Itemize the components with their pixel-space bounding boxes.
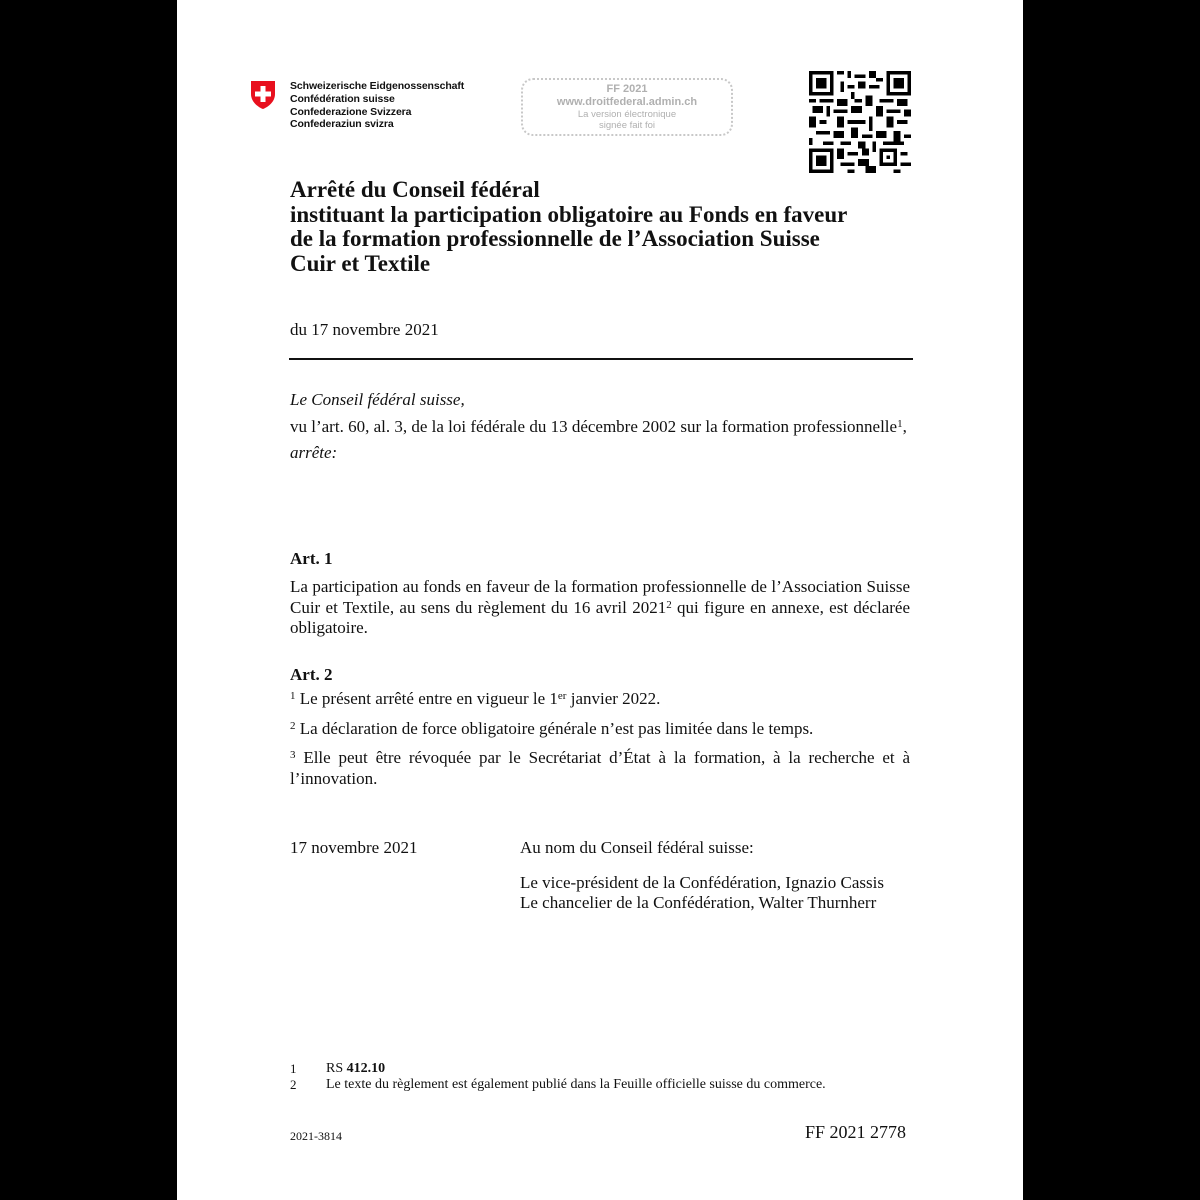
preamble bbox=[290, 390, 910, 464]
article-2-paragraph-3: $^3$ Elle peut être révoquée par le Secrétariat d’État à la formation, à la recherche et à l’innovation. bbox=[290, 748, 910, 788]
signatory-vice-president: Le vice-président de la Confédération, Ignazio Cassis bbox=[520, 872, 884, 892]
confederation-name-fr: Confédération suisse bbox=[290, 92, 395, 105]
federal-gazette-reference: FF 2021 2778 bbox=[805, 1122, 907, 1142]
footnote-ref-1[interactable]: 1 bbox=[897, 417, 903, 430]
stamp-note-2: signée fait foi bbox=[599, 120, 655, 131]
preamble-authority: Le Conseil fédéral suisse, bbox=[290, 390, 465, 409]
signature-block bbox=[520, 838, 920, 914]
title-divider bbox=[289, 358, 913, 360]
article-1-text: La participation au fonds en faveur de la formation professionnelle de l’Association Suisse Cuir et Textile, au sens du règlement du 16 avril 2021$^2$ qui figure en annexe, est déclarée obligatoire. bbox=[290, 577, 910, 637]
stamp-note-1: La version électronique bbox=[577, 109, 677, 120]
article-2-paragraphs bbox=[290, 689, 910, 798]
signature-date: 17 novembre 2021 bbox=[290, 838, 418, 857]
signature-on-behalf: Au nom du Conseil fédéral suisse: bbox=[520, 838, 754, 857]
preamble-decrees: arrête: bbox=[290, 443, 338, 462]
signatory-chancellor: Le chancelier de la Confédération, Walter Thurnherr bbox=[520, 893, 877, 912]
article-2-heading: Art. 2 bbox=[290, 665, 333, 684]
footnote-ref-2[interactable]: 2 bbox=[666, 598, 672, 611]
title-line-3: de la formation professionnelle de l’Association Suisse bbox=[290, 226, 820, 251]
confederation-name-de: Schweizerische Eidgenossenschaft bbox=[290, 80, 465, 92]
page-title bbox=[290, 178, 930, 276]
electronic-signature-stamp bbox=[521, 78, 733, 136]
footnote-1: 1 RS 412.10 bbox=[290, 1061, 386, 1076]
confederation-name-it: Confederazione Svizzera bbox=[290, 105, 412, 118]
article-2-paragraph-2: $^2$ La déclaration de force obligatoire générale n’est pas limitée dans le temps. bbox=[290, 718, 814, 738]
title-line-1: Arrêté du Conseil fédéral bbox=[290, 177, 540, 202]
decree-date: du 17 novembre 2021 bbox=[290, 320, 439, 339]
stamp-ff-year: FF 2021 bbox=[606, 83, 648, 95]
footnote-2: 2 Le texte du règlement est également publié dans la Feuille officielle suisse du commerce. bbox=[290, 1077, 826, 1092]
confederation-names bbox=[290, 80, 464, 131]
document-page bbox=[177, 0, 1023, 1200]
document-number: 2021-3814 bbox=[290, 1129, 342, 1143]
swiss-cross-shield-icon bbox=[250, 80, 276, 110]
footnotes bbox=[290, 1061, 826, 1093]
title-line-4: Cuir et Textile bbox=[290, 250, 431, 276]
preamble-considering: vu l’art. 60, al. 3, de la loi fédérale du 13 décembre 2002 sur la formation professionnelle$^1$, bbox=[290, 416, 907, 436]
qr-code-icon bbox=[809, 71, 911, 173]
stamp-website: www.droitfederal.admin.ch bbox=[556, 96, 698, 108]
confederation-name-rm: Confederaziun svizra bbox=[290, 118, 394, 131]
article-2-paragraph-1: $^1$ Le présent arrêté entre en vigueur le 1er janvier 2022. bbox=[290, 689, 661, 708]
title-line-2: instituant la participation obligatoire au Fonds en faveur bbox=[290, 201, 848, 227]
article-1-heading: Art. 1 bbox=[290, 549, 333, 568]
